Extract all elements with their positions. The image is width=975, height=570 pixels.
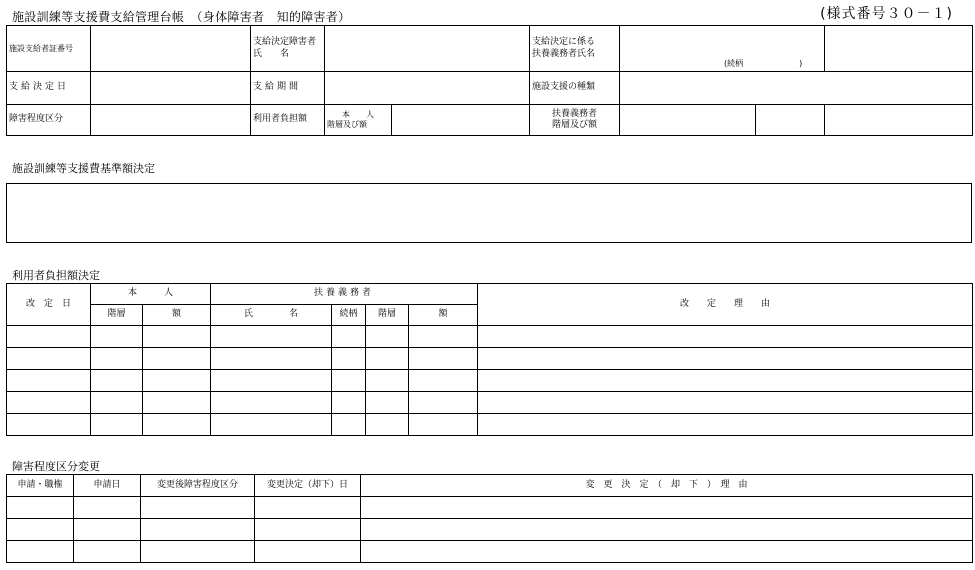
- self-burden-label-line1: 本 人: [342, 110, 374, 119]
- class-change-entry-cell[interactable]: [74, 519, 141, 541]
- self-burden-label: [325, 105, 392, 135]
- class-change-entry-cell[interactable]: [141, 541, 255, 563]
- burden-entry-cell[interactable]: [332, 392, 366, 414]
- burden-entry-cell[interactable]: [478, 348, 973, 370]
- class-change-entry-cell[interactable]: [361, 519, 973, 541]
- burden-entry-cell[interactable]: [409, 392, 478, 414]
- class-change-table: [6, 474, 973, 563]
- burden-entry-cell[interactable]: [366, 392, 409, 414]
- burden-entry-cell[interactable]: [7, 326, 91, 348]
- recipient-name-label-line2: 氏 名: [253, 48, 290, 59]
- self-header: 本 人: [91, 284, 211, 305]
- user-burden-table: [6, 283, 973, 436]
- burden-entry-cell[interactable]: [143, 370, 211, 392]
- application-date-header: 申請日: [74, 475, 141, 497]
- burden-entry-cell[interactable]: [332, 370, 366, 392]
- guardian-burden-cell: [620, 105, 825, 136]
- burden-entry-cell[interactable]: [211, 348, 332, 370]
- table-row: [7, 414, 973, 436]
- burden-entry-cell[interactable]: [366, 414, 409, 436]
- guardian-name-header: 氏 名: [211, 305, 332, 326]
- burden-entry-cell[interactable]: [332, 326, 366, 348]
- guardian-amount-header: 額: [409, 305, 478, 326]
- table-row: [7, 370, 973, 392]
- burden-entry-cell[interactable]: [409, 348, 478, 370]
- burden-entry-cell[interactable]: [478, 392, 973, 414]
- burden-entry-cell[interactable]: [91, 326, 143, 348]
- form-title: 施設訓練等支援費支給管理台帳 （身体障害者 知的障害者）: [12, 10, 351, 24]
- burden-entry-cell[interactable]: [7, 392, 91, 414]
- burden-entry-cell[interactable]: [143, 348, 211, 370]
- burden-entry-cell[interactable]: [91, 414, 143, 436]
- disability-class-cell[interactable]: [91, 105, 251, 136]
- guardian-header: 扶養義務者: [211, 284, 478, 305]
- guardian-tier-header: 階層: [366, 305, 409, 326]
- guardian-name-cell[interactable]: [620, 26, 825, 72]
- burden-entry-cell[interactable]: [366, 326, 409, 348]
- guardian-name-label: [530, 26, 620, 72]
- class-change-entry-cell[interactable]: [7, 541, 74, 563]
- class-change-entry-cell[interactable]: [74, 497, 141, 519]
- burden-entry-cell[interactable]: [366, 348, 409, 370]
- burden-entry-cell[interactable]: [7, 370, 91, 392]
- recipient-info-table: [6, 25, 973, 136]
- burden-entry-cell[interactable]: [7, 348, 91, 370]
- class-change-entry-cell[interactable]: [255, 541, 361, 563]
- guardian-burden-label-line2: 階層及び額: [551, 120, 597, 130]
- burden-entry-cell[interactable]: [478, 414, 973, 436]
- guardian-name-label-line1: 支給決定に係る: [532, 37, 596, 48]
- burden-entry-cell[interactable]: [366, 370, 409, 392]
- recipient-name-label: [251, 26, 325, 72]
- table-row: [7, 348, 973, 370]
- recipient-name-cell[interactable]: [325, 26, 530, 72]
- class-change-entry-cell[interactable]: [361, 541, 973, 563]
- decision-date-cell[interactable]: [91, 72, 251, 105]
- burden-entry-cell[interactable]: [332, 414, 366, 436]
- decision-date-label: 支給決定日: [7, 72, 91, 105]
- burden-entry-cell[interactable]: [332, 348, 366, 370]
- self-burden-label-line2: 階層及び額: [327, 120, 367, 129]
- facility-type-cell[interactable]: [620, 72, 973, 105]
- table-row: [7, 392, 973, 414]
- period-cell[interactable]: [325, 72, 530, 105]
- burden-entry-cell[interactable]: [211, 370, 332, 392]
- class-change-entry-cell[interactable]: [7, 497, 74, 519]
- burden-entry-cell[interactable]: [409, 326, 478, 348]
- revision-date-header: 改 定 日: [7, 284, 91, 326]
- class-change-entry-cell[interactable]: [255, 497, 361, 519]
- changed-class-header: 変更後障害程度区分: [141, 475, 255, 497]
- user-burden-heading: 利用者負担額決定: [12, 269, 100, 282]
- class-change-entry-cell[interactable]: [7, 519, 74, 541]
- guardian-relation-header: 続柄: [332, 305, 366, 326]
- table-row: [7, 497, 973, 519]
- class-change-entry-cell[interactable]: [255, 519, 361, 541]
- standard-amount-heading: 施設訓練等支援費基準額決定: [12, 162, 155, 175]
- burden-entry-cell[interactable]: [143, 392, 211, 414]
- guardian-burden-label-line1: 扶養義務者: [551, 108, 597, 119]
- cert-number-label: 施設支給者証番号: [7, 26, 91, 72]
- burden-entry-cell[interactable]: [7, 414, 91, 436]
- burden-entry-cell[interactable]: [409, 370, 478, 392]
- burden-entry-cell[interactable]: [211, 414, 332, 436]
- recipient-name-label-line1: 支給決定障害者: [253, 37, 317, 48]
- guardian-amount-cell-b[interactable]: [825, 105, 973, 136]
- class-change-entry-cell[interactable]: [141, 519, 255, 541]
- burden-entry-cell[interactable]: [91, 370, 143, 392]
- burden-entry-cell[interactable]: [91, 392, 143, 414]
- relation-note: (続柄 ): [724, 59, 803, 68]
- guardian-tier-cell[interactable]: [620, 105, 756, 135]
- standard-amount-box: [6, 183, 972, 243]
- revision-reason-header: 改 定 理 由: [478, 284, 973, 326]
- class-change-entry-cell[interactable]: [361, 497, 973, 519]
- guardian-burden-label: [530, 105, 620, 136]
- application-type-header: 申請・職権: [7, 475, 74, 497]
- burden-entry-cell[interactable]: [91, 348, 143, 370]
- form-number: (様式番号３０－１): [820, 6, 953, 22]
- burden-entry-cell[interactable]: [478, 370, 973, 392]
- self-burden-cell[interactable]: [392, 105, 530, 135]
- class-change-heading: 障害程度区分変更: [12, 460, 100, 473]
- guardian-name-label-line2: 扶養義務者氏名: [532, 48, 596, 59]
- cert-number-cell[interactable]: [91, 26, 251, 72]
- burden-entry-cell[interactable]: [143, 326, 211, 348]
- standard-amount-cell[interactable]: [7, 184, 972, 243]
- burden-entry-cell[interactable]: [211, 392, 332, 414]
- guardian-amount-cell-a[interactable]: [756, 105, 825, 135]
- user-burden-label: 利用者負担額: [251, 105, 325, 136]
- table-row: [7, 541, 973, 563]
- table-row: [7, 519, 973, 541]
- period-label: 支給期間: [251, 72, 325, 105]
- class-change-entry-cell[interactable]: [74, 541, 141, 563]
- self-tier-header: 階層: [91, 305, 143, 326]
- burden-entry-cell[interactable]: [211, 326, 332, 348]
- guardian-extra-cell[interactable]: [825, 26, 973, 72]
- change-reason-header: 変 更 決 定 （ 却 下 ） 理 由: [361, 475, 973, 497]
- user-burden-cell: [325, 105, 530, 136]
- burden-entry-cell[interactable]: [143, 414, 211, 436]
- self-amount-header: 額: [143, 305, 211, 326]
- class-change-entry-cell[interactable]: [141, 497, 255, 519]
- disability-class-label: 障害程度区分: [7, 105, 91, 136]
- facility-type-label: 施設支援の種類: [530, 72, 620, 105]
- burden-entry-cell[interactable]: [409, 414, 478, 436]
- table-row: [7, 326, 973, 348]
- change-decision-date-header: 変更決定（却下）日: [255, 475, 361, 497]
- burden-entry-cell[interactable]: [478, 326, 973, 348]
